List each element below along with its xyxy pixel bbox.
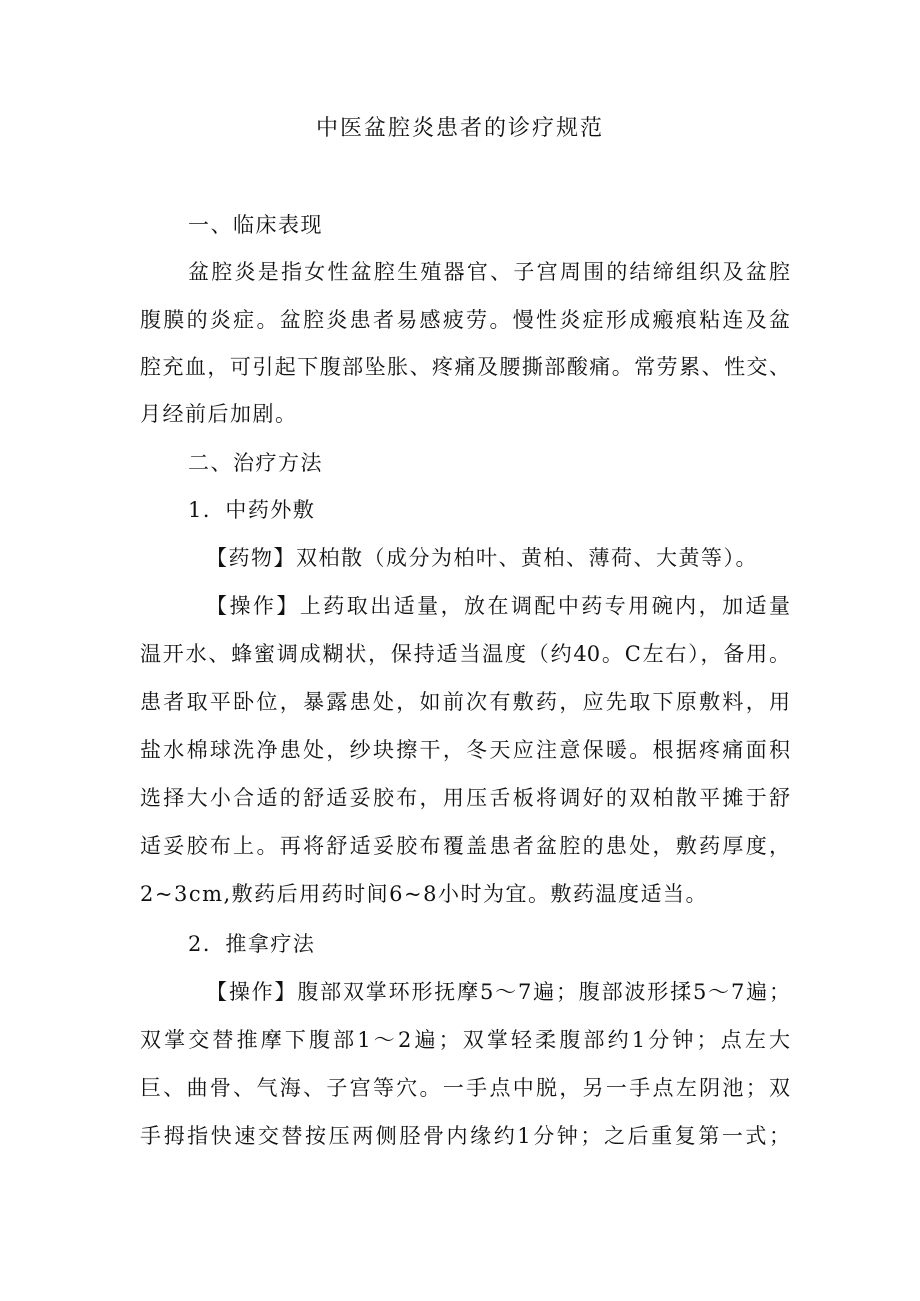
document-title: 中医盆腔炎患者的诊疗规范	[315, 116, 604, 141]
paragraph-line: 手拇指快速交替按压两侧胫骨内缘约1分钟；之后重复第一式；	[140, 1124, 790, 1148]
paragraph-line: 患者取平卧位，暴露患处，如前次有敷药，应先取下原敷料，用	[140, 690, 790, 714]
paragraph-line: 月经前后加剧。	[140, 402, 298, 426]
paragraph-line: 巨、曲骨、气海、子宫等穴。一手点中脱，另一手点左阴池；双	[140, 1076, 790, 1100]
paragraph-line: 双掌交替推摩下腹部1～2遍；双掌轻柔腹部约1分钟；点左大	[140, 1028, 790, 1052]
section-heading-treatment: 二、治疗方法	[188, 451, 323, 475]
drug-line: 【药物】双柏散（成分为柏叶、黄柏、薄荷、大黄等）。	[206, 546, 758, 570]
paragraph-line: 盆腔炎是指女性盆腔生殖器官、子宫周围的结缔组织及盆腔	[188, 260, 790, 284]
paragraph-line: 盐水棉球洗净患处，纱块擦干，冬天应注意保暖。根据疼痛面积	[140, 738, 790, 762]
paragraph-line: 选择大小合适的舒适妥胶布，用压舌板将调好的双柏散平摊于舒	[140, 786, 790, 810]
subsection-heading-herbal: 1．中药外敷	[188, 498, 316, 522]
paragraph-line: 2~3cm,敷药后用药时间6~8小时为宜。敷药温度适当。	[140, 882, 708, 906]
paragraph-line: 【操作】上药取出适量，放在调配中药专用碗内，加适量	[206, 594, 790, 618]
paragraph-line: 腹膜的炎症。盆腔炎患者易感疲劳。慢性炎症形成瘢痕粘连及盆	[140, 308, 790, 332]
paragraph-line: 腔充血，可引起下腹部坠胀、疼痛及腰撕部酸痛。常劳累、性交、	[140, 355, 790, 379]
paragraph-line: 温开水、蜂蜜调成糊状，保持适当温度（约40。C左右），备用。	[140, 642, 790, 666]
paragraph-line: 适妥胶布上。再将舒适妥胶布覆盖患者盆腔的患处，敷药厚度，	[140, 834, 790, 858]
paragraph-line: 【操作】腹部双掌环形抚摩5～7遍；腹部波形揉5～7遍；	[206, 980, 790, 1004]
subsection-heading-massage: 2．推拿疗法	[188, 932, 316, 956]
section-heading-clinical: 一、临床表现	[188, 213, 323, 237]
